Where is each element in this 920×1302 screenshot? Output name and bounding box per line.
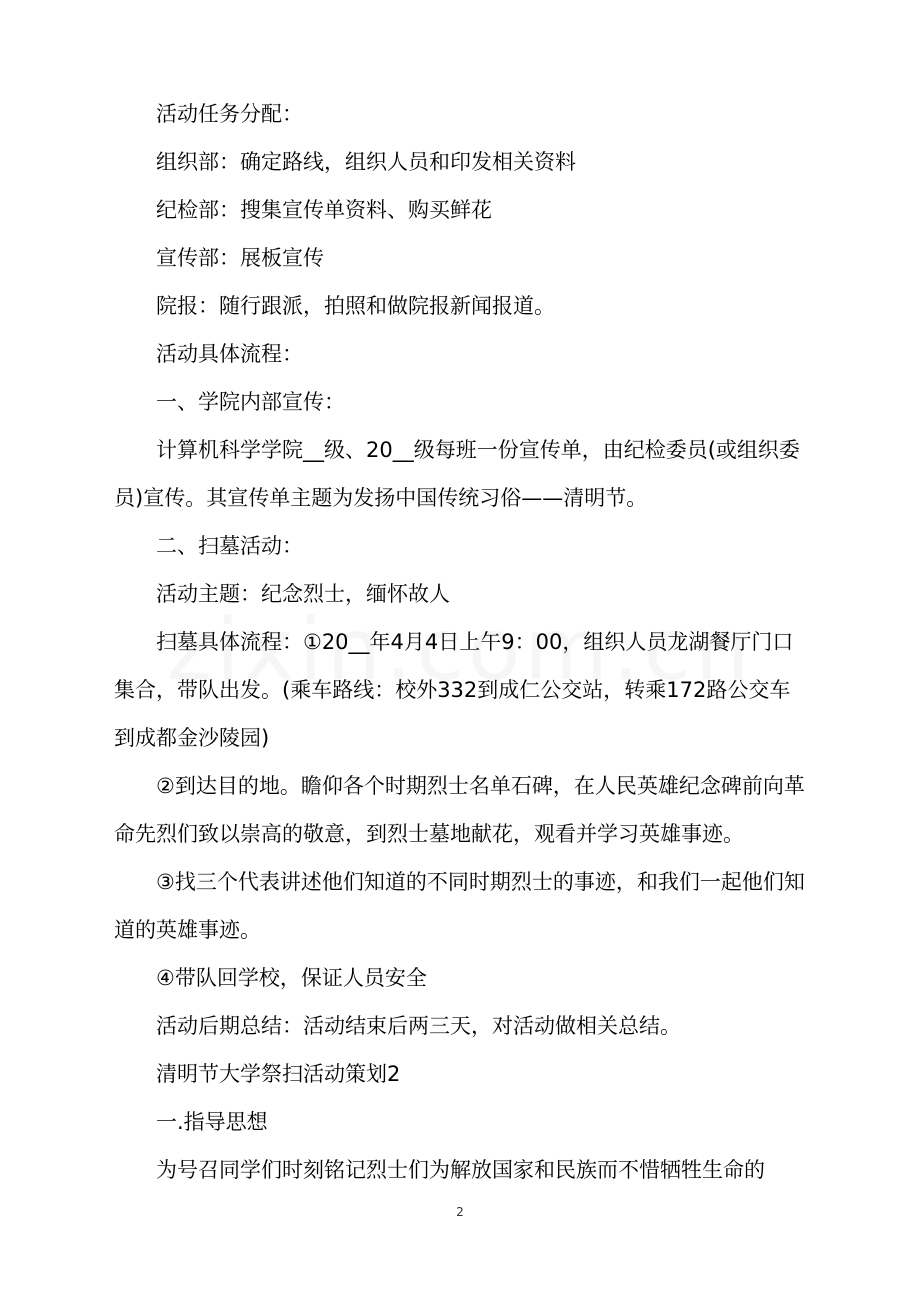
paragraph: ③找三个代表讲述他们知道的不同时期烈士的事迹，和我们一起他们知道的英雄事迹。 <box>114 870 805 942</box>
page-number: 2 <box>456 1205 464 1219</box>
paragraph: 二、扫墓活动： <box>156 534 303 558</box>
paragraph: 计算机科学学院__级、20__级每班一份宣传单，由纪检委员(或组织委员)宣传。其宣传单主题为发扬中国传统习俗——清明节。 <box>114 438 800 510</box>
document-body <box>114 90 808 1194</box>
paragraph: 宣传部：展板宣传 <box>156 246 324 270</box>
paragraph: 为号召同学们时刻铭记烈士们为解放国家和民族而不惜牺牲生命的 <box>156 1158 765 1182</box>
paragraph: 活动主题：纪念烈士，缅怀故人 <box>156 582 450 606</box>
paragraph: 一、学院内部宣传： <box>156 390 345 414</box>
paragraph: 活动任务分配： <box>156 102 303 126</box>
paragraph: 纪检部：搜集宣传单资料、购买鲜花 <box>156 198 492 222</box>
paragraph: 清明节大学祭扫活动策划2 <box>156 1062 401 1086</box>
paragraph: 一.指导思想 <box>156 1110 268 1134</box>
paragraph: 院报：随行跟派，拍照和做院报新闻报道。 <box>156 294 555 318</box>
paragraph: ④带队回学校，保证人员安全 <box>156 966 427 990</box>
paragraph: 活动具体流程： <box>156 342 303 366</box>
paragraph: ②到达目的地。瞻仰各个时期烈士名单石碑，在人民英雄纪念碑前向革命先烈们致以崇高的敬意，到烈士墓地献花，观看并学习英雄事迹。 <box>114 774 805 846</box>
paragraph: 扫墓具体流程：①20__年4月4日上午9：00，组织人员龙湖餐厅门口集合，带队出发。(乘车路线：校外332到成仁公交站，转乘172路公交车到成都金沙陵园) <box>114 630 794 750</box>
paragraph: 组织部：确定路线，组织人员和印发相关资料 <box>156 150 576 174</box>
paragraph: 活动后期总结：活动结束后两三天，对活动做相关总结。 <box>156 1014 681 1038</box>
